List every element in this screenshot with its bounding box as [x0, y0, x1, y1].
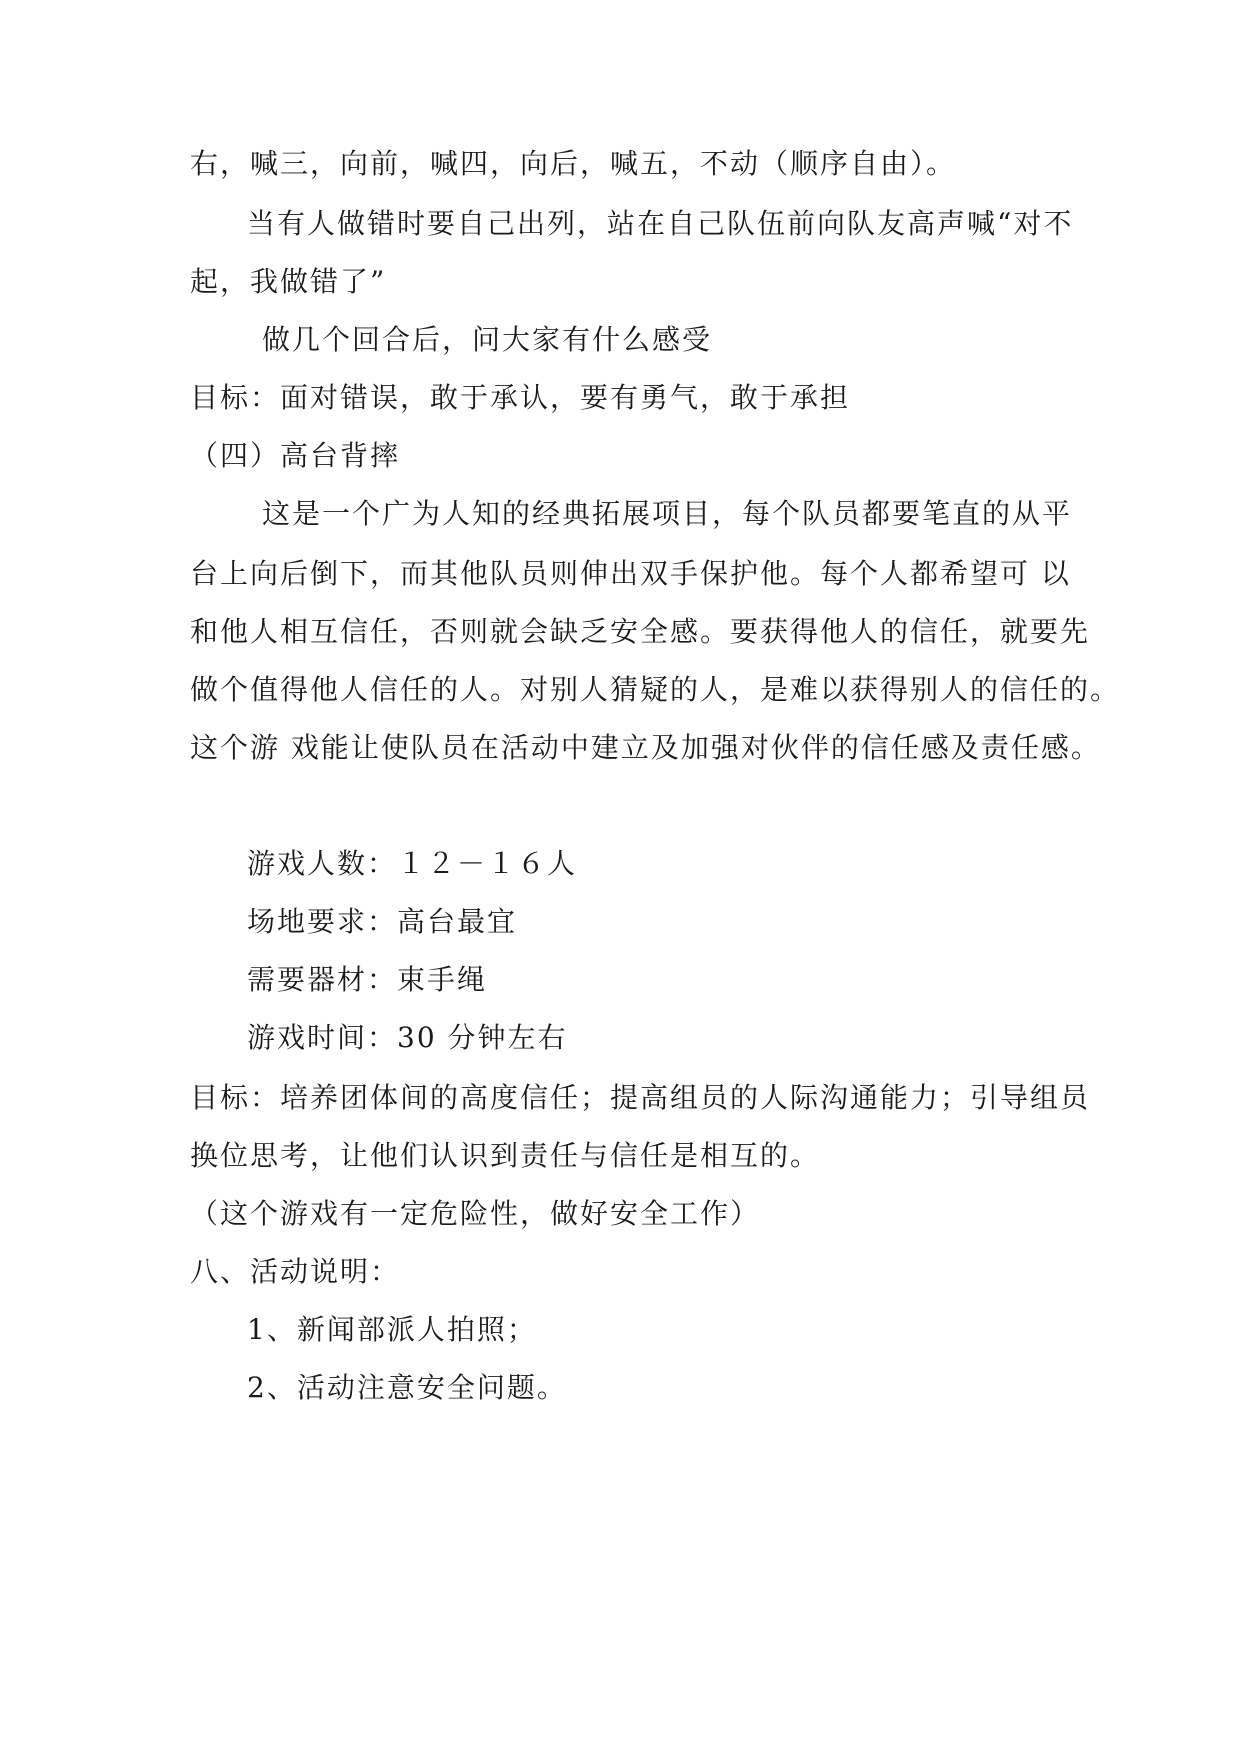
text-line: 做个值得他人信任的人。对别人猜疑的人，是难以获得别人的信任的。 — [190, 673, 1121, 706]
info-line: 场地要求：高台最宜 — [247, 905, 518, 938]
text-line: 做几个回合后，问大家有什么感受 — [262, 323, 713, 356]
text-line: 这是一个广为人知的经典拓展项目，每个队员都要笔直的从平 — [262, 497, 1073, 530]
text-line: 右，喊三，向前，喊四，向后，喊五，不动（顺序自由）。 — [190, 147, 957, 180]
text-line: 台上向后倒下，而其他队员则伸出双手保护他。每个人都希望可 以 — [190, 557, 1071, 590]
list-item: 1、新闻部派人拍照； — [247, 1313, 537, 1346]
text-line: 这个游 戏能让使队员在活动中建立及加强对伙伴的信任感及责任感。 — [190, 731, 1101, 764]
text-line: 当有人做错时要自己出列，站在自己队伍前向队友高声喊“对不 — [247, 207, 1074, 240]
text-line: 和他人相互信任，否则就会缺乏安全感。要获得他人的信任，就要先 — [190, 615, 1091, 648]
info-line: 游戏时间：30 分钟左右 — [247, 1021, 568, 1054]
list-item: 2、活动注意安全问题。 — [247, 1371, 567, 1404]
info-line: 游戏人数：１２－１６人 — [247, 847, 578, 880]
text-line: 换位思考，让他们认识到责任与信任是相互的。 — [190, 1139, 821, 1172]
section-heading: （四）高台背摔 — [190, 439, 401, 472]
info-line: 需要器材：束手绳 — [247, 963, 488, 996]
text-line: 目标：面对错误，敢于承认，要有勇气，敢于承担 — [190, 381, 851, 414]
text-line: 目标：培养团体间的高度信任；提高组员的人际沟通能力；引导组员 — [190, 1081, 1091, 1114]
section-heading: 八、活动说明： — [190, 1255, 401, 1288]
text-line: 起，我做错了” — [190, 265, 387, 298]
text-line: （这个游戏有一定危险性，做好安全工作） — [190, 1197, 761, 1230]
